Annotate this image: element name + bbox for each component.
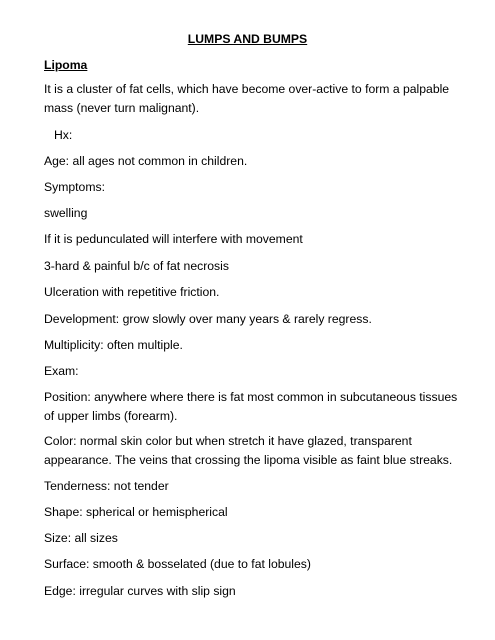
- multiplicity-line: Multiplicity: often multiple.: [44, 338, 183, 352]
- swelling-line: swelling: [44, 206, 88, 220]
- fat-necrosis-line: 3-hard & painful b/c of fat necrosis: [44, 259, 229, 273]
- symptoms-label: Symptoms:: [44, 180, 105, 194]
- pedunculated-line: If it is pedunculated will interfere with movement: [44, 232, 303, 246]
- intro-paragraph: It is a cluster of fat cells, which have become over-active to form a palpable mass (never turn malignant).: [44, 82, 450, 115]
- history-label: Hx:: [54, 128, 73, 142]
- size-line: Size: all sizes: [44, 531, 118, 545]
- section-heading-lipoma: Lipoma: [44, 58, 88, 72]
- development-line: Development: grow slowly over many years & rarely regress.: [44, 312, 372, 326]
- shape-line: Shape: spherical or hemispherical: [44, 505, 228, 519]
- age-line: Age: all ages not common in children.: [44, 154, 248, 168]
- edge-line: Edge: irregular curves with slip sign: [44, 584, 236, 598]
- color-paragraph: Color: normal skin color but when stretch it have glazed, transparent appearance. The veins that crossing the lipoma visible as faint blue streaks.: [44, 434, 453, 467]
- tenderness-line: Tenderness: not tender: [44, 479, 169, 493]
- surface-line: Surface: smooth & bosselated (due to fat lobules): [44, 557, 311, 571]
- ulceration-line: Ulceration with repetitive friction.: [44, 285, 220, 299]
- exam-label: Exam:: [44, 364, 79, 378]
- position-paragraph: Position: anywhere where there is fat most common in subcutaneous tissues of upper limbs (forearm).: [44, 390, 458, 423]
- document-title: LUMPS AND BUMPS: [187, 32, 308, 46]
